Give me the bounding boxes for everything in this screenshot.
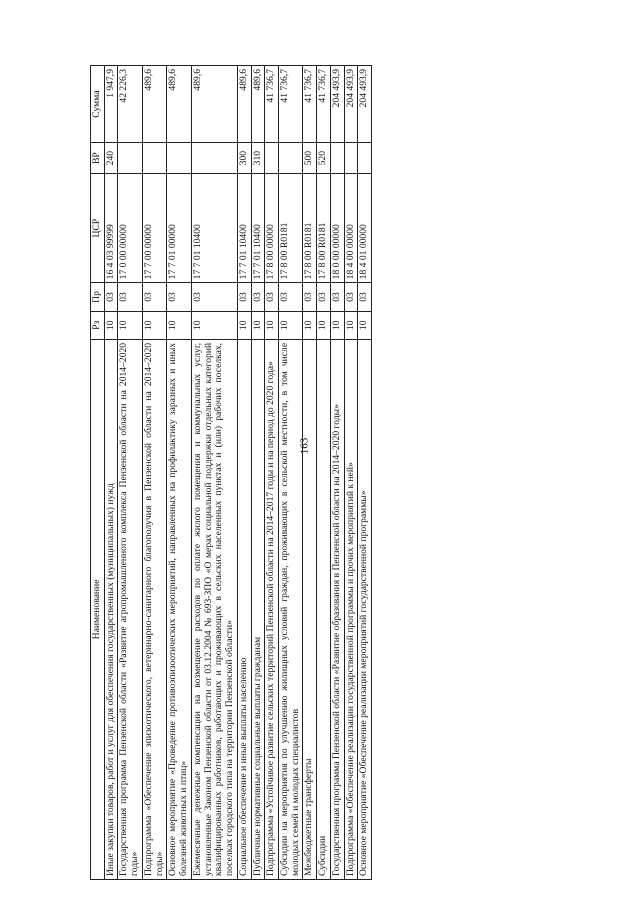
- rotated-table-frame: [90, 65, 458, 880]
- cell-vr: [118, 143, 142, 174]
- cell-pr: 03: [279, 283, 303, 311]
- cell-rz: 10: [303, 311, 317, 339]
- header-vr: ВР: [91, 143, 105, 174]
- cell-vr: [167, 143, 191, 174]
- cell-sum: 489,6: [142, 66, 166, 143]
- cell-rz: 10: [118, 311, 142, 339]
- table-row: [251, 66, 265, 880]
- cell-csr: 17 8 00 R0181: [303, 174, 317, 283]
- cell-sum: 489,6: [251, 66, 265, 143]
- cell-rz: 10: [104, 311, 118, 339]
- header-sum: Сумма: [91, 66, 105, 143]
- cell-vr: 500: [303, 143, 317, 174]
- cell-name: Ежемесячные денежные компенсации на возмещение расходов по оплате жилого помещения и коммунальных услуг, установленные Законом Пензенской области от 03.12.2004 № 693-ЗПО «О мерах социальной поддержки отдельных категорий квалифицированных работников, работающих и проживающих в сельских населенных пунктах и (или) рабочих поселках, поселках городского типа на территории Пензенской области»: [191, 339, 237, 879]
- cell-csr: 17 7 00 00000: [142, 174, 166, 283]
- cell-name: Субсидии: [317, 339, 331, 879]
- cell-vr: [358, 143, 372, 174]
- page-number: 163: [298, 437, 311, 455]
- cell-name: Подпрограмма «Обеспечение реализации государственной программы и прочих мероприятий к ней»: [344, 339, 358, 879]
- cell-vr: [330, 143, 344, 174]
- cell-sum: 41 736,7: [265, 66, 279, 143]
- cell-csr: 17 7 01 10400: [191, 174, 237, 283]
- cell-csr: 18 4 00 00000: [344, 174, 358, 283]
- cell-pr: 03: [237, 283, 251, 311]
- table-row: [265, 66, 279, 880]
- cell-pr: 03: [303, 283, 317, 311]
- cell-sum: 489,6: [191, 66, 237, 143]
- cell-name: Межбюджетные трансферты: [303, 339, 317, 879]
- cell-pr: 03: [104, 283, 118, 311]
- table-row: [142, 66, 166, 880]
- cell-sum: 41 736,7: [279, 66, 303, 143]
- cell-rz: 10: [237, 311, 251, 339]
- table-row: [191, 66, 237, 880]
- cell-sum: 41 736,7: [317, 66, 331, 143]
- cell-sum: 1 947,9: [104, 66, 118, 143]
- cell-name: Государственная программа Пензенской области «Развитие агропромышленного комплекса Пензенской области на 2014–2020 годы»: [118, 339, 142, 879]
- cell-vr: [344, 143, 358, 174]
- table-row: [317, 66, 331, 880]
- cell-rz: 10: [251, 311, 265, 339]
- cell-sum: 204 493,9: [344, 66, 358, 143]
- cell-rz: 10: [191, 311, 237, 339]
- cell-name: Государственная программа Пензенской области «Развитие образования в Пензенской области на 2014–2020 годы»: [330, 339, 344, 879]
- cell-name: Иные закупки товаров, работ и услуг для обеспечения государственных (муниципальных) нужд: [104, 339, 118, 879]
- table-row: [279, 66, 303, 880]
- cell-vr: [265, 143, 279, 174]
- cell-vr: 520: [317, 143, 331, 174]
- header-rz: Рз: [91, 311, 105, 339]
- header-name: Наименование: [91, 339, 105, 879]
- table-row: [344, 66, 358, 880]
- cell-name: Подпрограмма «Устойчивое развитие сельских территорий Пензенской области на 2014–2017 годы и на период до 2020 года»: [265, 339, 279, 879]
- table-header-row: [91, 66, 105, 880]
- table-row: [118, 66, 142, 880]
- table-row: [330, 66, 344, 880]
- cell-vr: [142, 143, 166, 174]
- cell-name: Основное мероприятие «Обеспечение реализации мероприятий государственной программы»: [358, 339, 372, 879]
- cell-rz: 10: [317, 311, 331, 339]
- cell-rz: 10: [167, 311, 191, 339]
- cell-rz: 10: [265, 311, 279, 339]
- cell-rz: 10: [142, 311, 166, 339]
- cell-pr: 03: [265, 283, 279, 311]
- cell-pr: 03: [251, 283, 265, 311]
- budget-table: [90, 65, 372, 880]
- cell-vr: 300: [237, 143, 251, 174]
- cell-pr: 03: [317, 283, 331, 311]
- cell-csr: 17 7 01 10400: [251, 174, 265, 283]
- cell-rz: 10: [344, 311, 358, 339]
- cell-vr: 310: [251, 143, 265, 174]
- cell-csr: 18 0 00 00000: [330, 174, 344, 283]
- cell-csr: 17 8 00 R0181: [317, 174, 331, 283]
- cell-pr: 03: [118, 283, 142, 311]
- rotated-page: [90, 65, 458, 880]
- cell-name: Основное мероприятие «Проведение противоэпизоотических мероприятий, направленных на профилактику заразных и иных болезней животных и птиц»: [167, 339, 191, 879]
- cell-rz: 10: [279, 311, 303, 339]
- cell-rz: 10: [358, 311, 372, 339]
- cell-vr: [191, 143, 237, 174]
- cell-pr: 03: [167, 283, 191, 311]
- table-row: [167, 66, 191, 880]
- cell-pr: 03: [191, 283, 237, 311]
- cell-sum: 489,6: [237, 66, 251, 143]
- table-body: [104, 66, 371, 880]
- cell-vr: 240: [104, 143, 118, 174]
- cell-csr: 17 0 00 00000: [118, 174, 142, 283]
- cell-sum: 204 493,9: [358, 66, 372, 143]
- cell-pr: 03: [358, 283, 372, 311]
- cell-pr: 03: [142, 283, 166, 311]
- cell-name: Публичные нормативные социальные выплаты гражданам: [251, 339, 265, 879]
- cell-name: Социальное обеспечение и иные выплаты населению: [237, 339, 251, 879]
- cell-rz: 10: [330, 311, 344, 339]
- cell-sum: 41 736,7: [303, 66, 317, 143]
- table-row: [303, 66, 317, 880]
- cell-name: Подпрограмма «Обеспечение эпизоотического, ветеринарно-санитарного благополучия в Пензенской области на 2014–2020 годы»: [142, 339, 166, 879]
- cell-sum: 489,6: [167, 66, 191, 143]
- table-row: [237, 66, 251, 880]
- cell-pr: 03: [344, 283, 358, 311]
- cell-csr: 16 4 03 99999: [104, 174, 118, 283]
- cell-pr: 03: [330, 283, 344, 311]
- cell-sum: 42 226,3: [118, 66, 142, 143]
- cell-vr: [279, 143, 303, 174]
- table-row: [358, 66, 372, 880]
- cell-name: Субсидии на мероприятия по улучшению жилищных условий граждан, проживающих в сельской местности, в том числе молодых семей и молодых специалистов: [279, 339, 303, 879]
- cell-csr: 17 8 00 R0181: [279, 174, 303, 283]
- cell-csr: 17 7 01 10400: [237, 174, 251, 283]
- header-pr: Пр: [91, 283, 105, 311]
- cell-csr: 18 4 01 00000: [358, 174, 372, 283]
- cell-sum: 204 493,9: [330, 66, 344, 143]
- table-row: [104, 66, 118, 880]
- cell-csr: 17 8 00 00000: [265, 174, 279, 283]
- header-csr: ЦСР: [91, 174, 105, 283]
- cell-csr: 17 7 01 00000: [167, 174, 191, 283]
